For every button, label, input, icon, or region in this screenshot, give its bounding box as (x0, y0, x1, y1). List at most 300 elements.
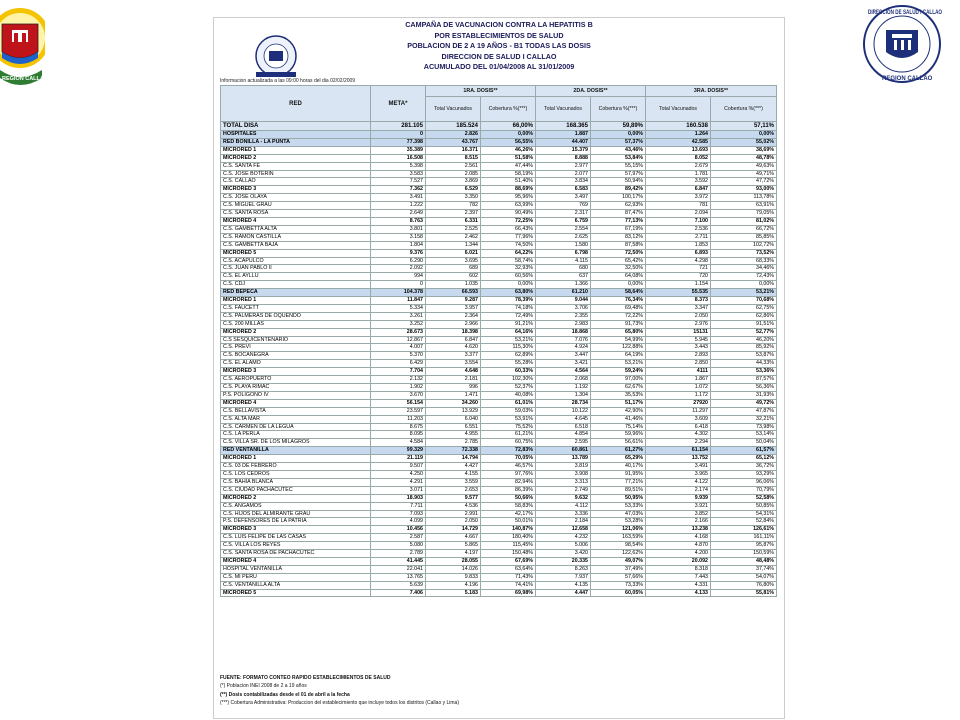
table-cell: 3.554 (426, 360, 481, 368)
table-cell: 95,96% (481, 194, 536, 202)
table-cell: 36,72% (711, 463, 777, 471)
table-cell: 3.559 (426, 478, 481, 486)
table-cell: 2.525 (426, 225, 481, 233)
table-row (221, 344, 777, 352)
table-cell: 46,57% (481, 463, 536, 471)
table-cell: 61,27% (591, 447, 646, 455)
col-header-cobertura: Cobertura %(***) (711, 97, 777, 122)
row-label: MICRORED 3 (221, 368, 371, 376)
row-label: C.S. 200 MILLAS (221, 320, 371, 328)
table-cell: 76,34% (591, 297, 646, 305)
table-cell: 48,78% (711, 154, 777, 162)
table-cell: 2.554 (536, 225, 591, 233)
table-cell: 100,17% (591, 194, 646, 202)
table-cell: 994 (371, 273, 426, 281)
row-label: C.S SESQUICENTENARIO (221, 336, 371, 344)
table-cell: 10.456 (371, 526, 426, 534)
table-cell: 86,39% (481, 486, 536, 494)
table-cell: 62,75% (711, 304, 777, 312)
table-cell: 2.976 (646, 320, 711, 328)
table-cell: 91,21% (481, 320, 536, 328)
title-line-1: CAMPAÑA DE VACUNACION CONTRA LA HEPATITIS B (405, 20, 593, 29)
table-cell: 57,37% (591, 138, 646, 146)
table-cell: 1.804 (371, 241, 426, 249)
micro-row (221, 368, 777, 376)
table-cell: 97,76% (481, 470, 536, 478)
table-cell: 4.667 (426, 534, 481, 542)
table-cell: 781 (646, 202, 711, 210)
table-cell: 74,18% (481, 304, 536, 312)
table-cell: 72,22% (591, 312, 646, 320)
table-cell: 2.893 (646, 352, 711, 360)
table-cell: 41.445 (371, 557, 426, 565)
table-cell: 2.826 (426, 131, 481, 139)
table-cell: 50,95% (591, 494, 646, 502)
table-cell: 38,69% (711, 146, 777, 154)
table-cell: 15.379 (536, 146, 591, 154)
table-cell: 93,00% (711, 186, 777, 194)
table-cell: 6.021 (426, 249, 481, 257)
table-cell: 150,48% (481, 550, 536, 558)
row-label: C.S. VILLA SR. DE LOS MILAGROS (221, 439, 371, 447)
table-cell: 91,51% (711, 320, 777, 328)
row-label: C.S. HIJOS DEL ALMIRANTE GRAU (221, 510, 371, 518)
table-cell: 85,85% (711, 233, 777, 241)
table-cell: 2.653 (426, 486, 481, 494)
row-label: C.S. SANTA ROSA DE PACHACUTEC (221, 550, 371, 558)
table-cell: 3.347 (646, 304, 711, 312)
table-cell: 49,72% (711, 399, 777, 407)
table-cell: 5.945 (646, 336, 711, 344)
table-cell: 75,52% (481, 423, 536, 431)
table-cell: 56.154 (371, 399, 426, 407)
table-row (221, 360, 777, 368)
table-cell: 13.929 (426, 407, 481, 415)
micro-row (221, 399, 777, 407)
table-cell: 4.564 (536, 368, 591, 376)
table-cell: 8.373 (646, 297, 711, 305)
table-cell: 65,42% (591, 257, 646, 265)
table-cell: 14.026 (426, 565, 481, 573)
total-row (221, 122, 777, 131)
table-cell: 180,40% (481, 534, 536, 542)
table-cell: 57,66% (591, 573, 646, 581)
row-label: C.S. SANTA FE (221, 162, 371, 170)
table-cell: 9.577 (426, 494, 481, 502)
table-cell: 56,61% (591, 439, 646, 447)
table-cell: 126,61% (711, 526, 777, 534)
table-cell: 34,46% (711, 265, 777, 273)
row-label: C.S. LUIS FELIPE DE LAS CASAS (221, 534, 371, 542)
table-cell: 1.192 (536, 384, 591, 392)
table-row (221, 336, 777, 344)
micro-row (221, 526, 777, 534)
table-row (221, 463, 777, 471)
table-cell: 61.154 (646, 447, 711, 455)
title-line-5: ACUMULADO DEL 01/04/2008 AL 31/01/2009 (423, 62, 575, 71)
col-header-cobertura: Cobertura %(***) (591, 97, 646, 122)
table-cell: 2.536 (646, 225, 711, 233)
table-cell: 115,30% (481, 344, 536, 352)
table-cell: 8.675 (371, 423, 426, 431)
table-cell: 3.421 (536, 360, 591, 368)
table-cell: 52,37% (481, 384, 536, 392)
table-cell: 0 (371, 281, 426, 289)
table-cell: 82,94% (481, 478, 536, 486)
table-cell: 70,79% (711, 486, 777, 494)
table-cell: 2.966 (426, 320, 481, 328)
table-cell: 11.847 (371, 297, 426, 305)
table-cell: 55,81% (711, 589, 777, 597)
table-cell: 42,90% (591, 407, 646, 415)
row-label: C.S. MIGUEL GRAU (221, 202, 371, 210)
table-cell: 63,64% (481, 565, 536, 573)
table-cell: 5.183 (426, 589, 481, 597)
table-cell: 2.181 (426, 376, 481, 384)
table-cell: 4.122 (646, 478, 711, 486)
table-cell: 3.965 (646, 470, 711, 478)
table-cell: 44,33% (711, 360, 777, 368)
table-cell: 10.122 (536, 407, 591, 415)
micro-row (221, 557, 777, 565)
table-cell: 0,00% (591, 131, 646, 139)
table-cell: 90,49% (481, 210, 536, 218)
row-label: P.S. POLIGONO IV (221, 391, 371, 399)
table-cell: 53,21% (481, 336, 536, 344)
row-label: C.S. BELLAVISTA (221, 407, 371, 415)
table-cell: 13.765 (371, 573, 426, 581)
table-cell: 32,93% (481, 265, 536, 273)
table-cell: 3.350 (426, 194, 481, 202)
table-cell: 91,95% (591, 470, 646, 478)
table-cell: 160.538 (646, 122, 711, 131)
table-cell: 3.609 (646, 415, 711, 423)
table-cell: 35.389 (371, 146, 426, 154)
table-cell: 2.355 (536, 312, 591, 320)
table-cell: 61,57% (711, 447, 777, 455)
table-cell: 9.287 (426, 297, 481, 305)
table-cell: 782 (426, 202, 481, 210)
table-cell: 2.983 (536, 320, 591, 328)
table-row (221, 565, 777, 573)
table-cell: 7.362 (371, 186, 426, 194)
table-cell: 3.420 (536, 550, 591, 558)
col-group-dose-2: 2DA. DOSIS** (536, 86, 646, 97)
table-cell: 63,80% (481, 289, 536, 297)
table-cell: 2.977 (536, 162, 591, 170)
table-cell: 40,17% (591, 463, 646, 471)
table-cell: 95,87% (711, 542, 777, 550)
table-cell: 14.729 (426, 526, 481, 534)
row-label: C.S. BAHIA BLANCA (221, 478, 371, 486)
table-cell: 6.418 (646, 423, 711, 431)
table-cell: 65,12% (711, 455, 777, 463)
table-cell: 3.869 (426, 178, 481, 186)
table-cell: 3.706 (536, 304, 591, 312)
table-cell: 18.903 (371, 494, 426, 502)
table-cell: 79,05% (711, 210, 777, 218)
row-label: TOTAL DISA (221, 122, 371, 131)
table-cell: 64,16% (481, 328, 536, 336)
table-row (221, 542, 777, 550)
table-cell: 37,49% (591, 565, 646, 573)
table-cell: 87,47% (591, 210, 646, 218)
table-cell: 2.050 (646, 312, 711, 320)
table-cell: 1.471 (426, 391, 481, 399)
table-cell: 46,26% (481, 146, 536, 154)
footnote-doses: (**) Dosis contabilizadas desde el 01 de abril a la fecha (220, 691, 350, 698)
table-cell: 75,14% (591, 423, 646, 431)
table-row (221, 257, 777, 265)
row-label: MICRORED 1 (221, 297, 371, 305)
table-cell: 4.620 (426, 344, 481, 352)
table-cell: 76,80% (711, 581, 777, 589)
table-cell: 18.868 (536, 328, 591, 336)
table-cell: 66.593 (426, 289, 481, 297)
table-cell: 53,21% (711, 289, 777, 297)
table-cell: 21.119 (371, 455, 426, 463)
table-cell: 63,99% (481, 202, 536, 210)
table-cell: 49,07% (591, 557, 646, 565)
row-label: C.S. JOSE BOTERIN (221, 170, 371, 178)
table-row (221, 407, 777, 415)
table-cell: 2.587 (371, 534, 426, 542)
table-row (221, 391, 777, 399)
table-cell: 97,00% (591, 376, 646, 384)
table-cell: 11.297 (646, 407, 711, 415)
table-cell: 1.781 (646, 170, 711, 178)
table-cell: 55,02% (711, 138, 777, 146)
table-cell: 18.398 (426, 328, 481, 336)
table-cell: 60,05% (591, 589, 646, 597)
table-cell: 47,72% (711, 178, 777, 186)
table-cell: 3.336 (536, 510, 591, 518)
table-cell: 602 (426, 273, 481, 281)
table-cell: 2.711 (646, 233, 711, 241)
table-cell: 2.397 (426, 210, 481, 218)
table-cell: 77,21% (591, 478, 646, 486)
red-row (221, 289, 777, 297)
table-cell: 2.050 (426, 518, 481, 526)
table-cell: 2.595 (536, 439, 591, 447)
table-cell: 71,43% (481, 573, 536, 581)
table-cell: 28.055 (426, 557, 481, 565)
micro-row (221, 146, 777, 154)
table-cell: 3.908 (536, 470, 591, 478)
table-cell: 4.536 (426, 502, 481, 510)
table-cell: 2.749 (536, 486, 591, 494)
red-row (221, 447, 777, 455)
table-cell: 3.834 (536, 178, 591, 186)
table-cell: 78,39% (481, 297, 536, 305)
table-cell: 5.865 (426, 542, 481, 550)
table-cell: 102,72% (711, 241, 777, 249)
table-cell: 4.135 (536, 581, 591, 589)
row-label: C.S. GAMBETTA ALTA (221, 225, 371, 233)
col-header-meta: META* (371, 86, 426, 122)
table-cell: 53,36% (711, 368, 777, 376)
table-cell: 996 (426, 384, 481, 392)
table-cell: 9.833 (426, 573, 481, 581)
table-cell: 62,89% (481, 352, 536, 360)
table-cell: 1.887 (536, 131, 591, 139)
table-cell: 53,21% (591, 360, 646, 368)
table-cell: 53,14% (711, 431, 777, 439)
table-cell: 73,52% (711, 249, 777, 257)
table-cell: 3.313 (536, 478, 591, 486)
table-cell: 7.076 (536, 336, 591, 344)
row-label: MICRORED 3 (221, 526, 371, 534)
table-row (221, 194, 777, 202)
table-cell: 1.264 (646, 131, 711, 139)
row-label: HOSPITALES (221, 131, 371, 139)
table-cell: 6.429 (371, 360, 426, 368)
table-cell: 70,05% (481, 455, 536, 463)
table-cell: 4.870 (646, 542, 711, 550)
table-cell: 49,63% (711, 162, 777, 170)
table-cell: 8.052 (646, 154, 711, 162)
table-cell: 4.196 (426, 581, 481, 589)
col-group-dose-3: 3RA. DOSIS** (646, 86, 777, 97)
table-cell: 27920 (646, 399, 711, 407)
table-cell: 7.711 (371, 502, 426, 510)
table-cell: 4.112 (536, 502, 591, 510)
micro-row (221, 589, 777, 597)
table-cell: 2.294 (646, 439, 711, 447)
table-cell: 6.551 (426, 423, 481, 431)
table-cell: 720 (646, 273, 711, 281)
row-label: P.S. DEFENSORES DE LA PATRIA (221, 518, 371, 526)
table-cell: 113,78% (711, 194, 777, 202)
table-cell: 0,00% (481, 131, 536, 139)
col-header-cobertura: Cobertura %(***) (481, 97, 536, 122)
row-label: C.S. PREVI (221, 344, 371, 352)
table-cell: 2.077 (536, 170, 591, 178)
table-cell: 59,89% (591, 122, 646, 131)
table-cell: 58,19% (481, 170, 536, 178)
table-cell: 64,19% (591, 352, 646, 360)
table-cell: 5.334 (371, 304, 426, 312)
table-cell: 11.203 (371, 415, 426, 423)
table-cell: 49,71% (711, 170, 777, 178)
table-cell: 69,48% (591, 304, 646, 312)
table-cell: 185.524 (426, 122, 481, 131)
title-line-3: POBLACION DE 2 A 19 AÑOS - B1 TODAS LAS DOSIS (407, 41, 591, 50)
table-cell: 4.155 (426, 470, 481, 478)
table-cell: 20.092 (646, 557, 711, 565)
micro-row (221, 328, 777, 336)
row-label: C.S. PALMERAS DE OQUENDO (221, 312, 371, 320)
table-cell: 53,84% (591, 154, 646, 162)
table-cell: 121,06% (591, 526, 646, 534)
table-cell: 99.329 (371, 447, 426, 455)
table-cell: 1.154 (646, 281, 711, 289)
table-cell: 7.527 (371, 178, 426, 186)
row-label: MICRORED 3 (221, 186, 371, 194)
row-label: MICRORED 5 (221, 589, 371, 597)
row-label: C.S. CALLAO (221, 178, 371, 186)
table-cell: 2.649 (371, 210, 426, 218)
table-cell: 2.166 (646, 518, 711, 526)
table-cell: 88,69% (481, 186, 536, 194)
table-cell: 4.007 (371, 344, 426, 352)
table-row (221, 486, 777, 494)
table-cell: 54,07% (711, 573, 777, 581)
table-cell: 1.867 (646, 376, 711, 384)
table-cell: 89,42% (591, 186, 646, 194)
table-cell: 60.861 (536, 447, 591, 455)
table-cell: 7.443 (646, 573, 711, 581)
table-cell: 9.376 (371, 249, 426, 257)
table-cell: 52,58% (711, 494, 777, 502)
table-cell: 13.238 (646, 526, 711, 534)
table-cell: 161,11% (711, 534, 777, 542)
left-logo-text: REGION CALLAO (2, 76, 45, 82)
table-cell: 4.099 (371, 518, 426, 526)
row-label: C.S. EL ALAMO (221, 360, 371, 368)
row-label: C.S. EL AYLLU (221, 273, 371, 281)
table-cell: 46,20% (711, 336, 777, 344)
table-cell: 3.447 (536, 352, 591, 360)
table-cell: 68,33% (711, 257, 777, 265)
table-cell: 1.366 (536, 281, 591, 289)
table-cell: 5.370 (371, 352, 426, 360)
row-label: C.S. ANGAMOS (221, 502, 371, 510)
table-cell: 3.819 (536, 463, 591, 471)
table-cell: 43,46% (591, 146, 646, 154)
table-cell: 4.924 (536, 344, 591, 352)
row-label: C.S. ALTA MAR (221, 415, 371, 423)
table-cell: 4.291 (371, 478, 426, 486)
table-cell: 4.427 (426, 463, 481, 471)
table-cell: 6.583 (536, 186, 591, 194)
table-cell: 5.639 (371, 581, 426, 589)
table-cell: 47,87% (711, 407, 777, 415)
right-logo-text-bottom: REGION CALLAO (882, 76, 933, 82)
table-cell: 0,00% (711, 131, 777, 139)
table-cell: 61,21% (481, 431, 536, 439)
table-cell: 0,00% (481, 281, 536, 289)
table-cell: 50,01% (481, 518, 536, 526)
row-label: C.S. 03 DE FEBRERO (221, 463, 371, 471)
table-cell: 3.695 (426, 257, 481, 265)
table-cell: 60,33% (481, 368, 536, 376)
table-cell: 2.094 (646, 210, 711, 218)
table-cell: 41,46% (591, 415, 646, 423)
table-cell: 54,31% (711, 510, 777, 518)
table-cell: 43.767 (426, 138, 481, 146)
table-cell: 72,43% (711, 273, 777, 281)
footnote-source: FUENTE: FORMATO CONTEO RAPIDO ESTABLECIMIENTOS DE SALUD (220, 675, 391, 681)
table-cell: 23.597 (371, 407, 426, 415)
table-cell: 1.902 (371, 384, 426, 392)
table-cell: 769 (536, 202, 591, 210)
table-cell: 102,30% (481, 376, 536, 384)
table-cell: 58,83% (481, 502, 536, 510)
table-row (221, 320, 777, 328)
table-row (221, 502, 777, 510)
table-cell: 72,50% (591, 249, 646, 257)
row-label: MICRORED 4 (221, 399, 371, 407)
table-cell: 50,94% (591, 178, 646, 186)
table-row (221, 573, 777, 581)
table-cell: 2.991 (426, 510, 481, 518)
table-cell: 91,73% (591, 320, 646, 328)
table-cell: 3.071 (371, 486, 426, 494)
table-row (221, 281, 777, 289)
table-cell: 3.491 (371, 194, 426, 202)
table-row (221, 550, 777, 558)
